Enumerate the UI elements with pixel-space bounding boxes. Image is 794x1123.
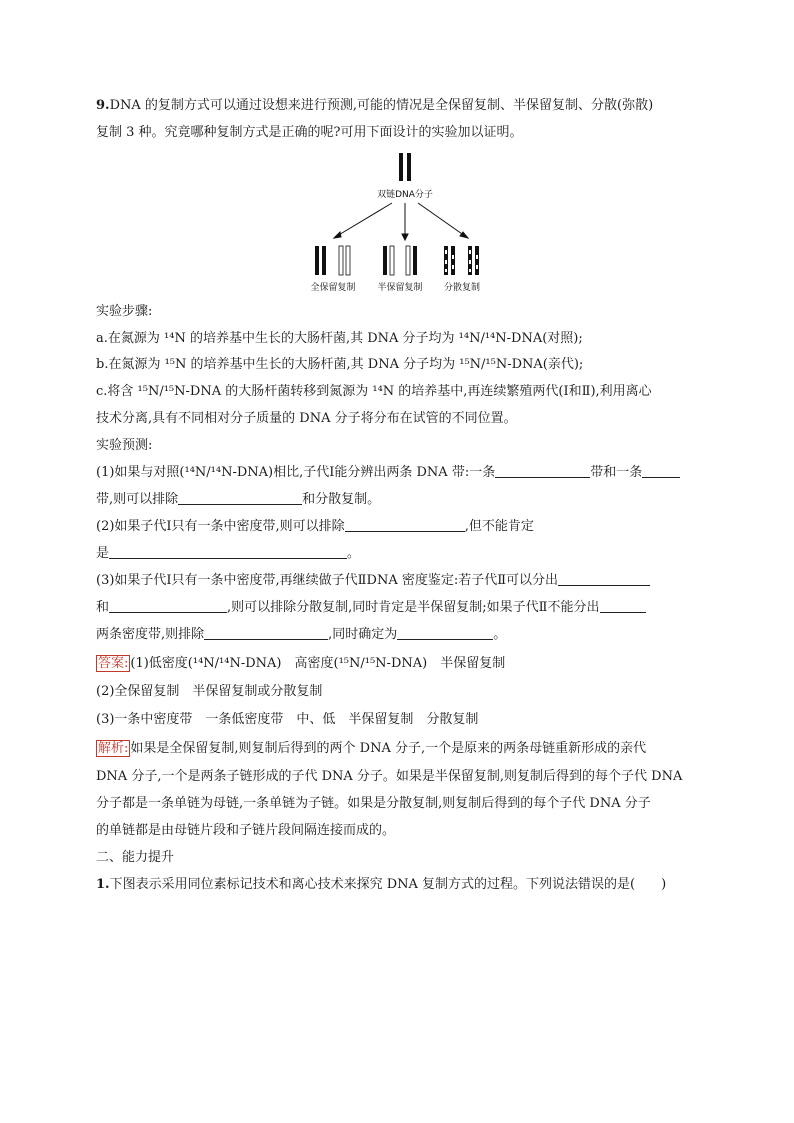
parent-dna-label: 双链DNA分子 <box>377 190 433 200</box>
analysis-line-1 <box>96 740 646 758</box>
conservative-molecules <box>315 246 350 275</box>
arrows <box>334 203 468 240</box>
predictions-heading: 实验预测: <box>96 438 153 453</box>
conservative-strand-3 <box>339 246 343 275</box>
dispersive-strand-4 <box>475 246 479 275</box>
blank-2-2 <box>109 545 347 559</box>
semiconservative-strand-4 <box>413 246 417 275</box>
prediction-3-text-c: ,则可以排除分散复制,同时肯定是半保留复制;如果子代Ⅱ不能分出 <box>227 600 600 615</box>
answer-line-3: (3)一条中密度带 一条低密度带 中、低 半保留复制 分散复制 <box>96 712 479 727</box>
q9-line-2: 复制 3 种。究竟哪种复制方式是正确的呢?可用下面设计的实验加以证明。 <box>96 125 523 140</box>
q1-number: 1. <box>96 877 110 892</box>
answer-line-2: (2)全保留复制 半保留复制或分散复制 <box>96 684 323 699</box>
dispersive-strand-2 <box>451 246 455 275</box>
step-c-2: 技术分离,具有不同相对分子质量的 DNA 分子将分布在试管的不同位置。 <box>96 411 517 426</box>
step-a: a.在氮源为 ¹⁴N 的培养基中生长的大肠杆菌,其 DNA 分子均为 ¹⁴N/¹⁴N-DNA(对照); <box>96 331 583 346</box>
analysis-line-2: DNA 分子,一个是两条子链形成的子代 DNA 分子。如果是半保留复制,则复制后得到的每个子代 DNA <box>96 769 683 784</box>
arrow-middle-head <box>402 234 408 240</box>
dna-diagram-svg <box>300 150 500 295</box>
blank-1-2 <box>642 464 680 478</box>
section-2-title: 二、能力提升 <box>96 850 175 865</box>
q1-line <box>96 876 666 894</box>
prediction-1-text-d: 和分散复制。 <box>302 492 381 507</box>
prediction-3-text-a: (3)如果子代Ⅰ只有一条中密度带,再继续做子代ⅡDNA 密度鉴定:若子代Ⅱ可以分出 <box>96 573 559 588</box>
semiconservative-strand-3 <box>406 246 410 275</box>
conservative-label: 全保留复制 <box>310 283 356 293</box>
step-b: b.在氮源为 ¹⁵N 的培养基中生长的大肠杆菌,其 DNA 分子均为 ¹⁵N/¹⁵N-DNA(亲代); <box>96 357 584 372</box>
analysis-line-3: 分子都是一条单链为母链,一条单链为子链。如果是分散复制,则复制后得到的每个子代 DNA 分子 <box>96 796 651 811</box>
dispersive-molecules <box>444 246 479 275</box>
q9-line-1 <box>96 97 653 115</box>
q9-text-1: DNA 的复制方式可以通过设想来进行预测,可能的情况是全保留复制、半保留复制、分散(弥散) <box>109 98 654 113</box>
parent-strand-left <box>399 153 403 181</box>
prediction-3-text-f: 。 <box>493 627 507 642</box>
prediction-1-line-2 <box>96 491 380 509</box>
analysis-tag: 解析: <box>98 741 129 756</box>
arrow-left <box>337 203 392 236</box>
prediction-2-text-a: (2)如果子代Ⅰ只有一条中密度带,则可以排除 <box>96 519 345 534</box>
prediction-2-line-2 <box>96 545 360 563</box>
dna-replication-diagram <box>300 150 500 295</box>
blank-3-4 <box>204 626 328 640</box>
dispersive-label: 分散复制 <box>443 283 481 293</box>
analysis-line-4: 的单链都是由母链片段和子链片段间隔连接而成的。 <box>96 823 396 838</box>
analysis-text-1: 如果是全保留复制,则复制后得到的两个 DNA 分子,一个是原来的两条母链重新形成的亲代 <box>130 741 647 756</box>
prediction-3-line-3 <box>96 626 506 644</box>
answer-text-1: (1)低密度(¹⁴N/¹⁴N-DNA) 高密度(¹⁵N/¹⁵N-DNA) 半保留复制 <box>130 656 506 671</box>
blank-3-1 <box>558 572 650 586</box>
prediction-3-text-e: ,同时确定为 <box>328 627 398 642</box>
blank-1-3 <box>178 491 302 505</box>
prediction-1-text-b: 带和一条 <box>590 465 643 480</box>
steps-heading: 实验步骤: <box>96 304 153 319</box>
answer-line-1 <box>96 655 505 673</box>
conservative-strand-4 <box>346 246 350 275</box>
parent-strand-right <box>407 153 411 181</box>
prediction-3-line-2 <box>96 599 646 617</box>
prediction-1-text-a: (1)如果与对照(¹⁴N/¹⁴N-DNA)相比,子代Ⅰ能分辨出两条 DNA 带:一条 <box>96 465 496 480</box>
prediction-1-line-1 <box>96 464 680 482</box>
step-c-1: c.将含 ¹⁵N/¹⁵N-DNA 的大肠杆菌转移到氮源为 ¹⁴N 的培养基中,再连续繁殖两代(Ⅰ和Ⅱ),利用离心 <box>96 384 652 399</box>
q1-text: 下图表示采用同位素标记技术和离心技术来探究 DNA 复制方式的过程。下列说法错误的是( ) <box>109 877 667 892</box>
prediction-3-line-1 <box>96 572 650 590</box>
semiconservative-strand-2 <box>390 246 394 275</box>
prediction-2-text-b: ,但不能肯定 <box>464 519 534 534</box>
prediction-3-text-d: 两条密度带,则排除 <box>96 627 205 642</box>
conservative-strand-2 <box>322 246 326 275</box>
blank-1-1 <box>495 464 590 478</box>
arrow-right <box>418 203 465 236</box>
semiconservative-strand-1 <box>383 246 387 275</box>
arrow-left-head <box>334 232 341 238</box>
answer-tag: 答案: <box>98 656 129 671</box>
blank-3-2 <box>109 599 227 613</box>
blank-3-5 <box>397 626 493 640</box>
prediction-2-text-d: 。 <box>347 546 361 561</box>
semiconservative-molecules <box>383 246 417 275</box>
q9-number: 9. <box>96 98 110 113</box>
semiconservative-label: 半保留复制 <box>377 283 423 293</box>
prediction-2-text-c: 是 <box>96 546 110 561</box>
conservative-strand-1 <box>315 246 319 275</box>
prediction-2-line-1 <box>96 518 534 536</box>
prediction-3-text-b: 和 <box>96 600 110 615</box>
dispersive-segments <box>445 250 478 272</box>
prediction-1-text-c: 带,则可以排除 <box>96 492 179 507</box>
blank-3-3 <box>600 599 646 613</box>
blank-2-1 <box>345 518 465 532</box>
